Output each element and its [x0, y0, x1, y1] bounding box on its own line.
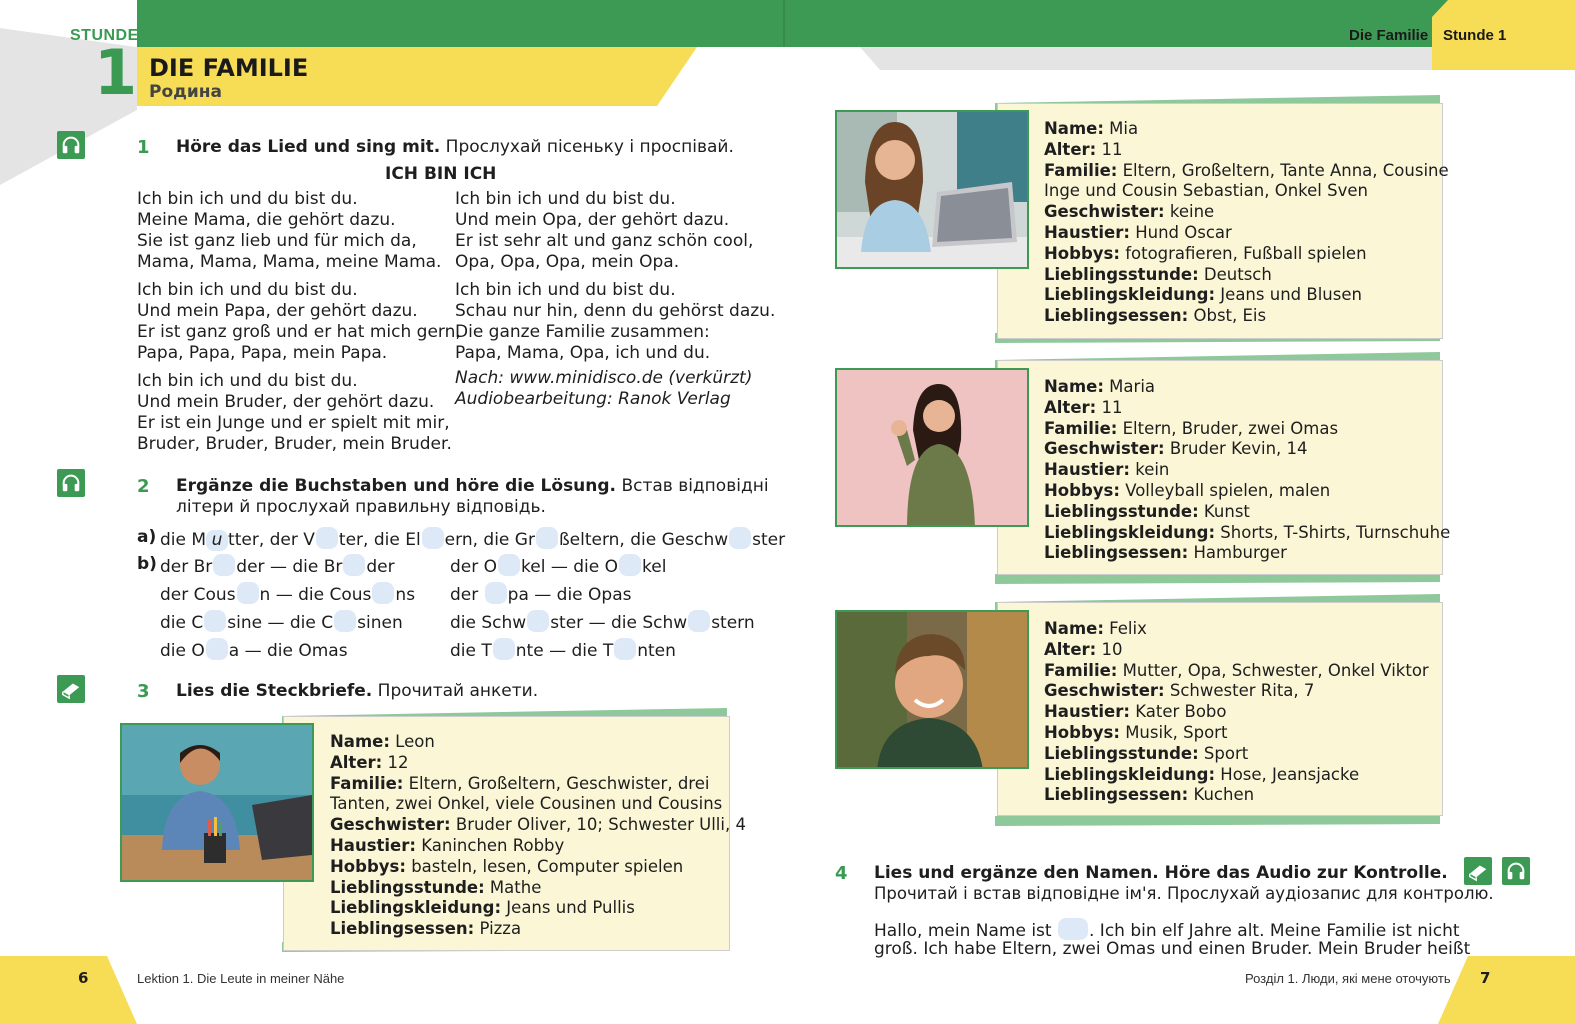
gap-blank[interactable] — [614, 638, 636, 660]
gap-blank[interactable] — [316, 527, 338, 549]
exercise-instruction-cont: літери й прослухай правильну відповідь. — [176, 497, 546, 517]
page-number-left: 6 — [78, 969, 89, 987]
gap-line: die Schw ster — die Schw stern — [450, 610, 755, 634]
lesson-number: 1 — [94, 36, 138, 109]
book-icon — [57, 675, 85, 703]
headphones-icon[interactable] — [1502, 857, 1530, 885]
exercise-number: 2 — [137, 476, 150, 497]
song-right-column — [455, 189, 775, 410]
gap-blank[interactable] — [422, 527, 444, 549]
stunde-label: STUNDE — [70, 27, 139, 44]
gap-blank[interactable] — [688, 610, 710, 632]
song-stanza: Ich bin ich und du bist du. Meine Mama, die gehört dazu. Sie ist ganz lieb und für mich da, Mama, Mama, Mama, meine Mama. — [137, 189, 442, 272]
footer-section-right: Розділ 1. Люди, які мене оточують — [1245, 971, 1451, 986]
profile-leon-text: Name: Leon Alter: 12 Familie: Eltern, Großeltern, Geschwister, drei Tanten, zwei Onkel, viele Cousinen und Cousins Geschwister: Bruder Oliver, 10; Schwester Ulli, 4 Haustier: Kaninchen Robby Hobbys: basteln, lesen, Computer spielen Lieblingsstunde: Mathe Lieblingskleidung: Jeans und Pullis Lieblingsessen: Pizza — [330, 732, 746, 939]
gap-blank[interactable] — [527, 610, 549, 632]
gap-blank[interactable] — [213, 554, 235, 576]
exercise-number: 1 — [137, 137, 150, 158]
gap-blank[interactable] — [334, 610, 356, 632]
gap-line: die O a — die Omas — [160, 638, 348, 662]
exercise-instruction: Lies die Steckbriefe. Прочитай анкети. — [176, 681, 539, 701]
book-icon — [1464, 857, 1492, 885]
song-stanza: Ich bin ich und du bist du. Schau nur hin, denn du gehörst dazu. Die ganze Familie zusammen: Papa, Mama, Opa, ich und du. — [455, 280, 776, 363]
gap-blank[interactable] — [498, 554, 520, 576]
photo-leon — [120, 723, 314, 882]
song-stanza: Ich bin ich und du bist du. Und mein Bruder, der gehört dazu. Er ist ein Junge und er spielt mit mir, Bruder, Bruder, Bruder, mein Bruder. — [137, 371, 452, 454]
topic-label: Die Familie — [1349, 27, 1429, 44]
gap-line: der Br der — die Br der — [160, 554, 395, 578]
exercise-instruction: Lies und ergänze den Namen. Höre das Audio zur Kontrolle. — [874, 863, 1448, 883]
item-label: b) — [137, 554, 157, 574]
song-stanza: Ich bin ich und du bist du. Und mein Opa, der gehört dazu. Er ist sehr alt und ganz schön cool, Opa, Opa, Opa, mein Opa. — [455, 189, 754, 272]
gap-line-a: die M u tter, der V ter, die El ern, die Gr ßeltern, die Geschw ster — [160, 527, 785, 551]
gap-line: der pa — die Opas — [450, 582, 632, 606]
exercise-number: 3 — [137, 681, 150, 702]
photo-felix — [835, 610, 1029, 769]
gap-blank[interactable] — [485, 582, 507, 604]
gap-line: der O kel — die O kel — [450, 554, 666, 578]
page-subtitle: Родина — [149, 82, 222, 102]
photo-maria — [835, 368, 1029, 527]
gap-blank[interactable] — [204, 610, 226, 632]
gap-line: die T nte — die T nten — [450, 638, 676, 662]
gap-answer: u — [206, 530, 228, 551]
gap-blank[interactable] — [493, 638, 515, 660]
profile-mia-text: Name: Mia Alter: 11 Familie: Eltern, Großeltern, Tante Anna, Cousine Inge und Cousin Sebastian, Onkel Sven Geschwister: keine Haustier: Hund Oscar Hobbys: fotografieren, Fußball spielen Lieblingsstunde: Deutsch Lieblingskleidung: Jeans und Blusen Lieblingsessen: Obst, Eis — [1044, 119, 1449, 326]
profile-felix-text: Name: Felix Alter: 10 Familie: Mutter, Opa, Schwester, Onkel Viktor Geschwister: Schwester Rita, 7 Haustier: Kater Bobo Hobbys: Musik, Sport Lieblingsstunde: Sport Lieblingskleidung: Hose, Jeansjacke Lieblingsessen: Kuchen — [1044, 619, 1429, 805]
gap-blank[interactable] — [206, 638, 228, 660]
exercise-number: 4 — [835, 863, 848, 884]
exercise-instruction: Höre das Lied und sing mit. Прослухай пісеньку і проспівай. — [176, 137, 734, 157]
gap-blank[interactable] — [729, 527, 751, 549]
gap-line: der Cous n — die Cous ns — [160, 582, 415, 606]
song-audio-credit: Audiobearbeitung: Ranok Verlag — [455, 389, 731, 409]
gap-line: die C sine — die C sinen — [160, 610, 403, 634]
stunde-tab: Stunde 1 — [1443, 27, 1507, 44]
profile-maria-text: Name: Maria Alter: 11 Familie: Eltern, Bruder, zwei Omas Geschwister: Bruder Kevin, 14 Haustier: kein Hobbys: Volleyball spielen, malen Lieblingsstunde: Kunst Lieblingskleidung: Shorts, T-Shirts, Turnschuhe Lieblingsessen: Hamburger — [1044, 377, 1451, 563]
exercise-instruction: Ergänze die Buchstaben und höre die Lösung. Встав відповідні — [176, 476, 769, 496]
gap-blank[interactable] — [237, 582, 259, 604]
page-title: DIE FAMILIE — [149, 54, 309, 82]
gap-blank[interactable] — [619, 554, 641, 576]
gap-blank[interactable] — [343, 554, 365, 576]
song-left-column — [137, 189, 461, 455]
name-blank[interactable] — [1058, 918, 1088, 940]
headphones-icon[interactable] — [57, 469, 85, 497]
ex4-text-line: groß. Ich habe Eltern, zwei Omas und einen Bruder. Mein Bruder heißt — [874, 939, 1471, 959]
ex4-text-line: Hallo, mein Name ist . Ich bin elf Jahre alt. Meine Familie ist nicht — [874, 918, 1460, 942]
page-number-right: 7 — [1480, 969, 1491, 987]
song-stanza: Ich bin ich und du bist du. Und mein Papa, der gehört dazu. Er ist ganz groß und er hat mich gern, Papa, Papa, Papa, mein Papa. — [137, 280, 461, 363]
item-label: a) — [137, 527, 157, 547]
headphones-icon[interactable] — [57, 131, 85, 159]
gap-blank[interactable] — [536, 527, 558, 549]
exercise-instruction-ua: Прочитай і встав відповідне ім'я. Прослухай аудіозапис для контролю. — [874, 884, 1494, 903]
gap-blank[interactable] — [372, 582, 394, 604]
song-title: ICH BIN ICH — [385, 164, 497, 184]
photo-mia — [835, 110, 1029, 269]
footer-section-left: Lektion 1. Die Leute in meiner Nähe — [137, 971, 345, 986]
song-source: Nach: www.minidisco.de (verkürzt) — [455, 368, 753, 388]
